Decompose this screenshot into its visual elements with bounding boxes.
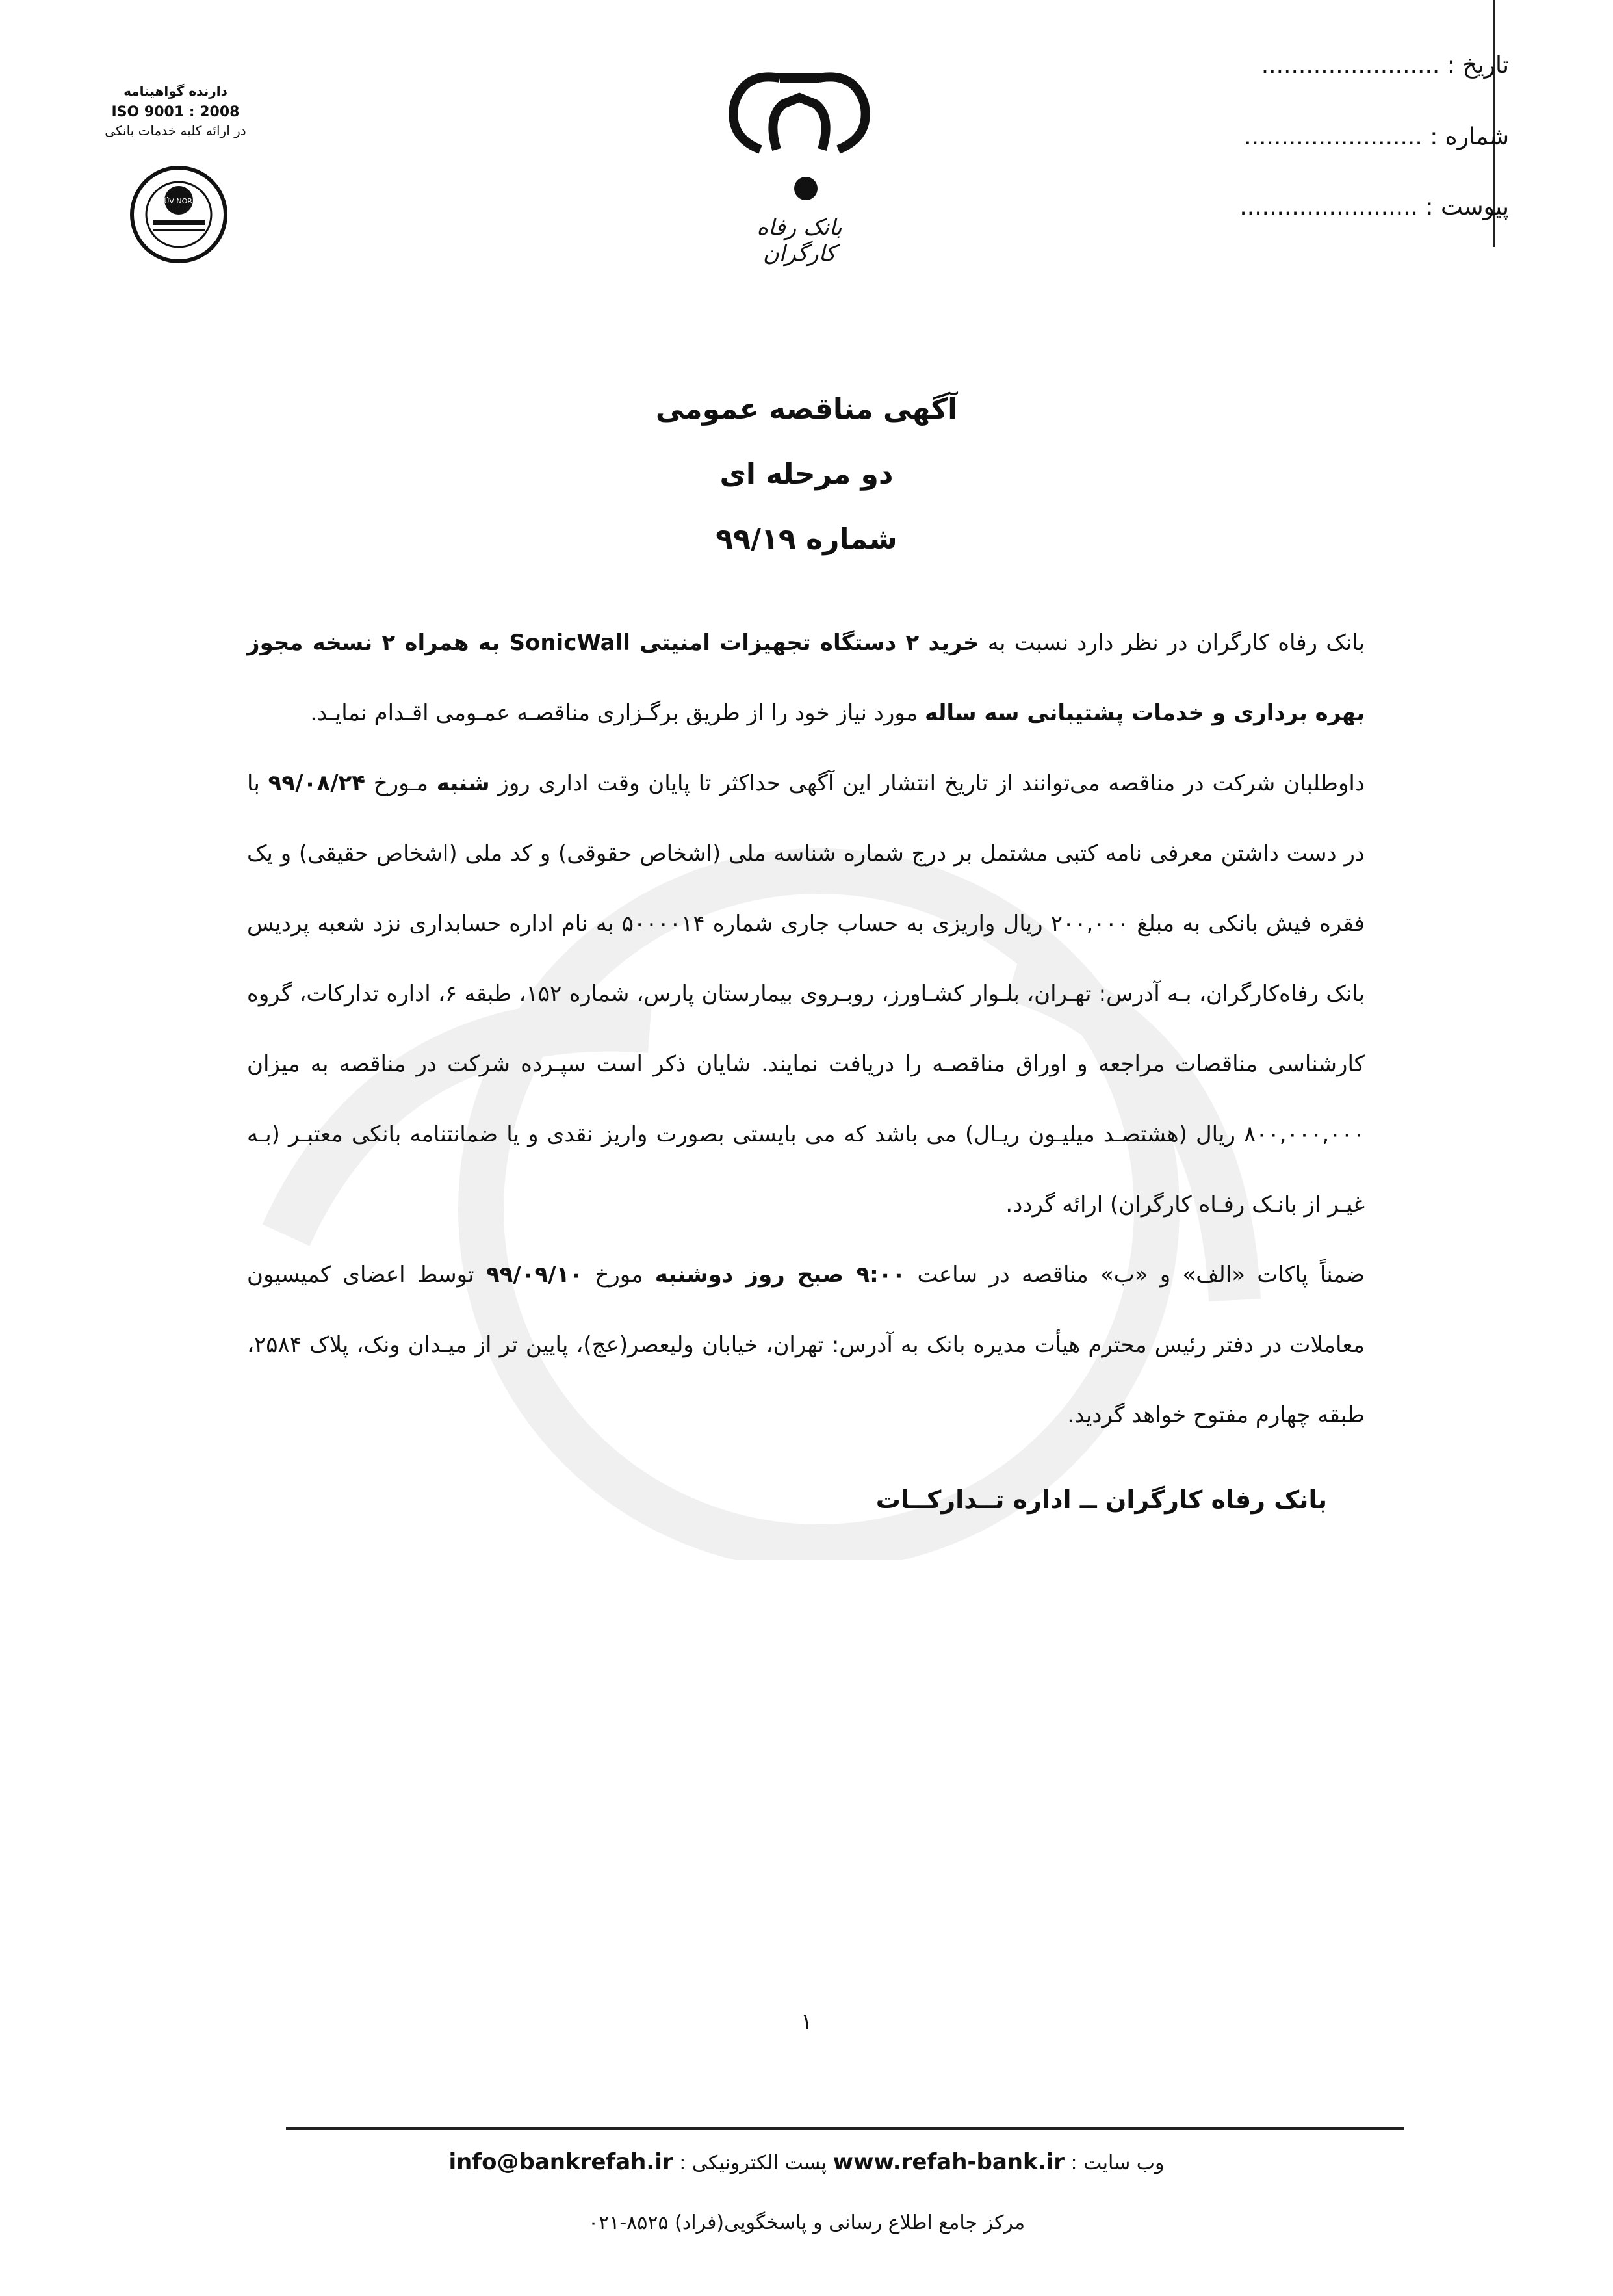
notice-title: آگهی مناقصه عمومی — [655, 393, 958, 426]
body-paragraph-3 — [247, 1240, 1365, 1450]
body-paragraph-1 — [247, 608, 1365, 748]
number-field — [1244, 124, 1509, 150]
logo-bank-name: بانک رفاه کارگران — [756, 215, 842, 267]
p2-text-a: داوطلبان شرکت در مناقصه می‌توانند از تاریخ انتشار این آگهی حداکثر تا پایان وقت اداری روز — [489, 770, 1365, 796]
notice-body — [247, 608, 1365, 1450]
attachment-dots: ........................ — [1239, 194, 1418, 220]
call-center-line: مرکز جامع اطلاع رسانی و پاسخگویی(فراد) ۸۵۲۵-۰۲۱ — [587, 2211, 1026, 2234]
date-field — [1261, 52, 1509, 79]
p2-text-e: با در دست داشتن معرفی نامه کتبی مشتمل بر درج شماره شناسه ملی (اشخاص حقوقی) و کد ملی (اشخاص حقیقی) و یک فقره فیش بانکی به مبلغ ۲۰۰,۰۰۰ ریال واریزی به حساب جاری شماره ۵۰۰۰۰۱۴ به نام اداره حسابداری نزد شعبه پردیس بانک رفاه‌کارگران، بـه آدرس: تهـران، بلـوار کشـاورز، روبـروی بیمارستان پارس، شماره ۱۵۲، طبقه ۶، اداره تدارکات، گروه کارشناسی مناقصات مراجعه و اوراق مناقصـه را دریافت نمایند. شایان ذکر است سپـرده شرکت در مناقصه به میزان ۸۰۰,۰۰۰,۰۰۰ ریال (هشتصـد میلیـون ریـال) می باشد که می بایستی بصورت واریز نقدی و یا ضمانتنامه بانکی معتبـر (بـه غیـر از بانـک رفـاه کارگران) ارائه گردد. — [247, 770, 1365, 1218]
p2-bold-date: ۹۹/۰۸/۲۴ — [268, 770, 366, 796]
notice-title-block — [0, 377, 1613, 572]
p1-text-c: مورد نیاز خود را از طریق برگـزاری مناقصـه عمـومی اقـدام نمایـد. — [310, 700, 925, 726]
attachment-label: پیوست : — [1425, 194, 1509, 220]
footer-divider — [286, 2127, 1404, 2130]
tuv-seal-icon — [127, 163, 231, 267]
body-paragraph-2 — [247, 748, 1365, 1240]
date-dots: ........................ — [1261, 52, 1440, 79]
date-label: تاریخ : — [1447, 52, 1509, 79]
footer-contact — [0, 2149, 1613, 2175]
number-label: شماره : — [1430, 124, 1509, 150]
iso-standard-text: ISO 9001 : 2008 — [111, 104, 240, 120]
p3-text-e: توسط اعضای کمیسیون معاملات در دفتر رئیس محترم هیأت مدیره بانک به آدرس: تهران، خیابان ولیعصر(عج)، پایین تر از میـدان ونک، پلاک ۲۵۸۴، طبقه چهارم مفتوح خواهد گردید. — [247, 1262, 1365, 1428]
p1-text-a: بانک رفاه کارگران در نظر دارد نسبت به — [979, 630, 1365, 656]
p1-bold-subject: خرید ۲ دستگاه تجهیزات امنیتی SonicWall به همراه ۲ نسخه مجوز بهره برداری و خدمات پشتیبانی سه ساله — [247, 630, 1365, 726]
p2-bold-day: شنبه — [436, 770, 490, 796]
cert-holder-text: دارنده گواهینامه — [123, 83, 227, 99]
attachment-field — [1239, 194, 1509, 220]
p2-text-c: مـورخ — [365, 770, 437, 796]
p3-text-c: مورخ — [583, 1262, 655, 1288]
signature-line: بانک رفاه کارگران ــ اداره تــدارکــات — [875, 1485, 1327, 1514]
email-label: پست الکترونیکی : — [679, 2152, 827, 2174]
page-number: ۱ — [800, 2009, 813, 2035]
notice-subtitle: دو مرحله ای — [719, 458, 894, 491]
bank-refah-logo-icon — [721, 52, 877, 208]
iso-certificate — [71, 83, 279, 138]
cert-scope-text: در ارائه کلیه خدمات بانکی — [105, 123, 246, 138]
seal-text: TÜV NORD — [159, 197, 198, 205]
p3-bold-date: ۹۹/۰۹/۱۰ — [485, 1262, 584, 1288]
email-link[interactable]: info@bankrefah.ir — [448, 2149, 673, 2175]
p3-text-a: ضمناً پاکات «الف» و «ب» مناقصه در ساعت — [905, 1262, 1365, 1288]
notice-number: شماره ۹۹/۱۹ — [716, 523, 897, 556]
website-label: وب سایت : — [1070, 2152, 1165, 2174]
website-link[interactable]: www.refah-bank.ir — [832, 2149, 1065, 2175]
number-dots: ........................ — [1244, 124, 1423, 150]
p3-bold-time: ۹:۰۰ صبح روز دوشنبه — [654, 1262, 906, 1288]
